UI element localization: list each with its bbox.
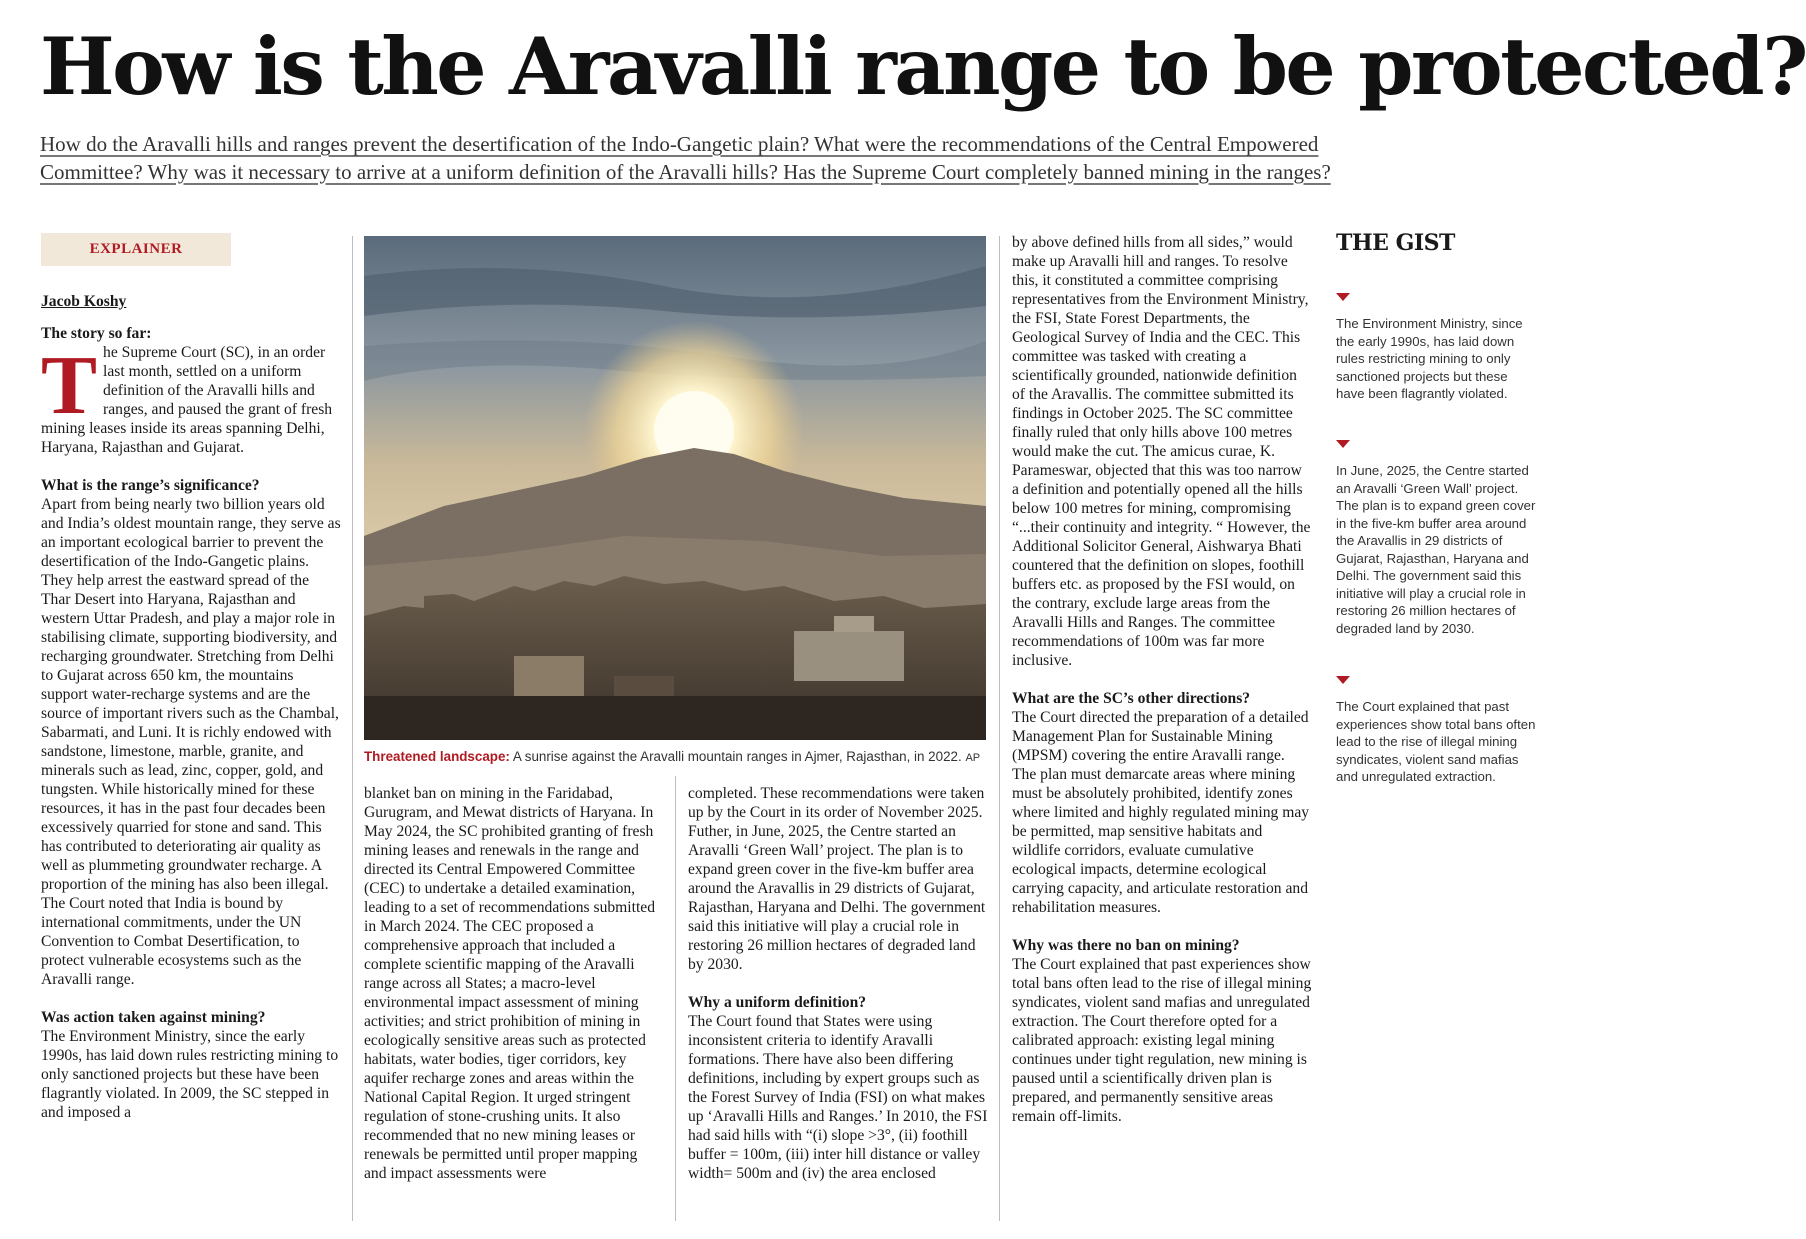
sunrise-photo [364, 236, 986, 740]
other-directions-heading: What are the SC’s other directions? [1012, 690, 1251, 707]
gist-bullet-icon [1336, 676, 1350, 684]
green-wall-paragraph: completed. These recommendations were taken up by the Court in its order of November 2025. Futher, in June, 2025, the Centre started an Aravalli ‘Green Wall’ project. The plan is to expand green cover in the five-km buffer area around the Aravallis in 29 districts of Gujarat, Rajasthan, Haryana and Delhi. The government said this initiative will play a crucial role in restoring 26 million hectares of degraded land by 2030. [688, 785, 986, 973]
column-4 [1012, 233, 1312, 1126]
section-tag-explainer: EXPLAINER [41, 233, 231, 266]
column-rule-1 [352, 236, 353, 1221]
caption-lead: Threatened landscape: [364, 749, 510, 764]
column-rule-2 [675, 776, 676, 1221]
column-3 [688, 784, 988, 1183]
headline: How is the Aravalli range to be protected? [40, 20, 1806, 113]
no-ban-heading: Why was there no ban on mining? [1012, 937, 1240, 954]
photo-credit: AP [965, 752, 981, 764]
drop-cap: T [41, 339, 98, 432]
column-2 [364, 784, 662, 1183]
gist-bullet-icon [1336, 293, 1350, 301]
gist-item: The Court explained that past experiences show total bans often lead to the rise of illegal mining syndicates, violent sand mafias and unregulated extraction. [1336, 699, 1536, 784]
column-2-paragraph: blanket ban on mining in the Faridabad, Gurugram, and Mewat districts of Haryana. In May 2024, the SC prohibited granting of fresh mining leases and renewals in the range and directed its Central Empowered Committee (CEC) to undertake a detailed examination, leading to a set of recommendations submitted in March 2024. The CEC proposed a comprehensive approach that included a complete scientific mapping of the Aravalli range across all States; a macro-level environmental impact assessment of mining activities; and strict prohibition of mining in ecologically sensitive areas such as protected habitats, water bodies, tiger corridors, key aquifer recharge zones and areas within the National Capital Region. It urged stringent regulation of stone-crushing units. It also recommended that no new mining leases or renewals be permitted until proper mapping and impact assessments were [364, 785, 656, 1182]
other-directions-paragraph: The Court directed the preparation of a detailed Management Plan for Sustainable Mining (MPSM) covering the entire Aravalli range. The plan must demarcate areas where mining must be absolutely prohibited, identify zones where limited and highly regulated mining may be permitted, map sensitive habitats and wildlife corridors, evaluate cumulative ecological impacts, determine ecological carrying capacity, and articulate restoration and rehabilitation measures. [1012, 709, 1310, 916]
gist-item: In June, 2025, the Centre started an Aravalli ‘Green Wall’ project. The plan is to expand green cover in the five-km buffer area around the Aravallis in 29 districts of Gujarat, Rajasthan, Haryana and Delhi. The government said this initiative will play a crucial role in restoring 26 million hectares of degraded land by 2030. [1336, 463, 1536, 636]
gist-title: THE GIST [1336, 230, 1455, 256]
standfirst: How do the Aravalli hills and ranges prevent the desertification of the Indo-Gangetic plain? What were the recommendations of the Central Empowered Committee? Why was it necessary to arrive at a uniform definition of the Aravalli hills? Has the Supreme Court completely banned mining in the ranges? [40, 132, 1331, 184]
intro-text: he Supreme Court (SC), in an order last month, settled on a uniform definition of the Aravalli hills and ranges, and paused the grant of fresh mining leases inside its areas spanning Delhi, Haryana, Rajasthan and Gujarat. [41, 344, 333, 456]
gist-item: The Environment Ministry, since the early 1990s, has laid down rules restricting mining to only sanctioned projects but these have been flagrantly violated. [1336, 316, 1523, 401]
column-rule-3 [999, 236, 1000, 1221]
committee-paragraph: by above defined hills from all sides,” would make up Aravalli hill and ranges. To resolve this, it constituted a committee comprising representatives from the Environment Ministry, the FSI, State Forest Departments, the Geological Survey of India and the CEC. This committee was tasked with creating a scientifically grounded, nationwide definition of the Aravallis. The committee submitted its findings in October 2025. The SC committee finally ruled that only hills above 100 metres would make the cut. The amicus curae, K. Parameswar, objected that this was too narrow a definition and potentially opened all the hills below 100 metres for mining, compromising “...their continuity and integrity. “ However, the Additional Solicitor General, Aishwarya Bhati countered that the definition on slopes, foothill buffers etc. as proposed by the FSI would, on the contrary, exclude large areas from the Aravalli Hills and Ranges. The committee recommendations of 100m was far more inclusive. [1012, 234, 1311, 669]
significance-paragraph: Apart from being nearly two billion years old and India’s oldest mountain range, they serve as an important ecological barrier to prevent the desertification of the Indo-Gangetic plains. They help arrest the eastward spread of the Thar Desert into Haryana, Rajasthan and western Uttar Pradesh, and play a major role in stabilising climate, supporting biodiversity, and recharging groundwater. Stretching from Delhi to Gujarat across 650 km, the mountains support water-recharge systems and are the source of important rivers such as the Chambal, Sabarmati, and Luni. It is richly endowed with sandstone, limestone, marble, granite, and minerals such as lead, zinc, copper, gold, and tungsten. While historically mined for these resources, it has in the past four decades been excessively quarried for stone and sand. This has contributed to deteriorating air quality as well as plummeting groundwater recharge. A proportion of the mining has also been illegal. The Court noted that India is bound by international commitments, under the UN Convention to Combat Desertification, to protect vulnerable ecosystems such as the Aravalli range. [41, 496, 341, 988]
uniform-definition-heading: Why a uniform definition? [688, 994, 867, 1011]
caption-text: A sunrise against the Aravalli mountain ranges in Ajmer, Rajasthan, in 2022. [509, 749, 962, 764]
gist-bullet-icon [1336, 440, 1350, 448]
byline[interactable]: Jacob Koshy [41, 293, 127, 310]
intro-paragraph [41, 339, 341, 457]
photo-caption [364, 748, 1004, 767]
no-ban-paragraph: The Court explained that past experiences show total bans often lead to the rise of illegal mining syndicates, violent sand mafias and unregulated extraction. The Court therefore opted for a calibrated approach: existing legal mining continues under tight regulation, new mining is paused until a scientifically driven plan is prepared, and permanently sensitive areas remain off-limits. [1012, 956, 1312, 1125]
uniform-definition-paragraph: The Court found that States were using inconsistent criteria to identify Aravalli formations. There have also been differing definitions, including by expert groups such as the Forest Survey of India (FSI) on what makes up ‘Aravalli Hills and Ranges.’ In 2010, the FSI had said hills with “(i) slope >3°, (ii) foothill buffer = 100m, (iii) inter hill distance or valley width= 500m and (iv) the area enclosed [688, 1013, 988, 1182]
action-paragraph: The Environment Ministry, since the early 1990s, has laid down rules restricting mining to only sanctioned projects but these have been flagrantly violated. In 2009, the SC stepped in and imposed a [41, 1028, 339, 1121]
column-1 [41, 324, 341, 1122]
significance-heading: What is the range’s significance? [41, 477, 260, 494]
story-so-far-heading: The story so far: [41, 325, 152, 342]
action-heading: Was action taken against mining? [41, 1009, 266, 1026]
